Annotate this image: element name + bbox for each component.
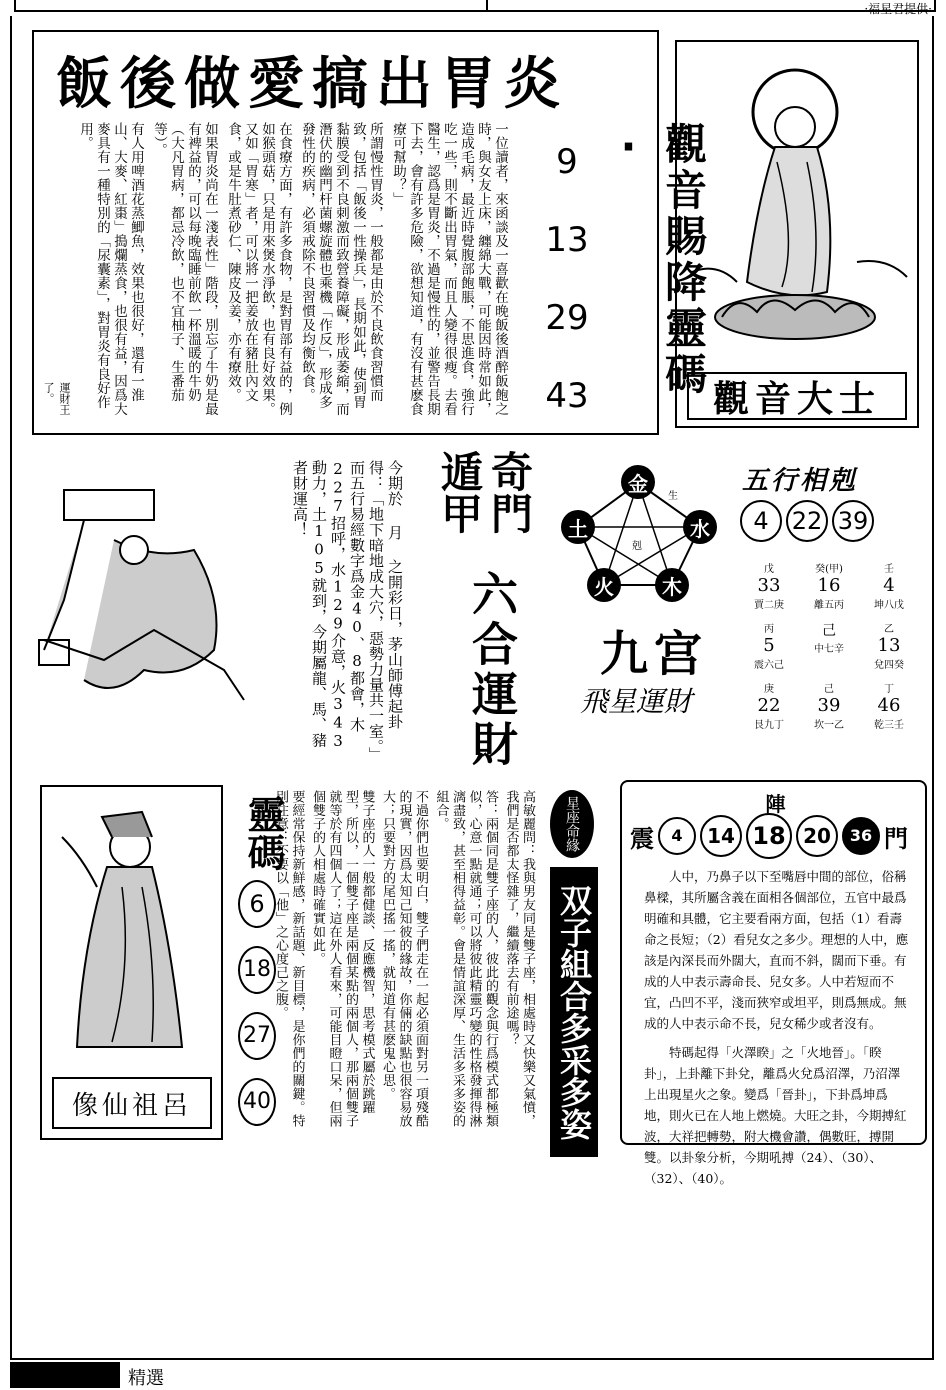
- element-tu: 土: [561, 510, 595, 544]
- grid-cell: 己 39 坎一乙: [814, 684, 844, 731]
- grid-cell: 己 中七辛: [814, 623, 844, 655]
- qimen-body: 今期於 月 之開彩日，茅山師傅起卦得：「地下暗地成大穴，惡勢力量共一室。」而五行易經數字爲金40、8都會，木227招呼，水129介意，火343動力，土105就到，今期屬龍、馬、豬者財運高！: [291, 460, 404, 755]
- lu-xian-caption: 呂祖仙像: [71, 1090, 192, 1121]
- sheng-label: 生: [668, 491, 678, 502]
- gemini-badge: 星座命緣: [550, 790, 594, 858]
- gua-char: 陣: [765, 792, 786, 816]
- ling-ma-number: 18: [238, 946, 276, 994]
- qimen-title-a: 奇門: [485, 450, 534, 534]
- article-paragraph: 有人用啤酒花蒸鯽魚，效果也很好，還有一淮山、大麥、紅棗」搗爛蒸食，也很有益，因爲大麥具有一種特別的「尿囊素」，對胃炎有良好作用。: [77, 122, 144, 416]
- grid-cell: 戊 33 賈二庚: [754, 564, 784, 611]
- code-number: 43: [545, 376, 589, 416]
- guanyin-caption: 觀音大士: [712, 378, 881, 420]
- qimen-title-b: 遁甲: [435, 450, 484, 534]
- grid-cell: 庚 22 艮九丁: [754, 684, 784, 731]
- article-paragraph: 一位讀者，來函談及一喜歡在晚飯後酒醉飯飽之時，與女友上床，纏綿大戰，可能因時常如此，造成毛病，最近時覺腹部飽脹，不思進食，強行吃一些，則不斷出胃氣，而且人變得很瘦。去看醫生，認爲是胃炎，不過是慢性的，並警告長期下去，會有許多危險，欲想知道，有沒有甚麽食療可幫助？」: [390, 122, 508, 416]
- article-paragraph: 所謂慢性胃炎，一般都是由於不良飲食習慣而致，包括「飯後一性操兵」，長期如此，使到胃黏膜受到不良刺激而致營養障礙，形成萎縮，而潛伏的幽門杆菌螺旋體也乘機「作反」，形成多發性的疾病，必須戒除不良習慣及均衡飲食。: [299, 122, 383, 416]
- gua-paragraph: 人中，乃鼻子以下至嘴唇中間的部位，俗稱鼻樑，其所屬含義在面相各個部位，五官中最爲明確和具體，它主要看兩方面，包括（1）看壽命之長短；（2）看兒女之多少。理想的人中，應該是內深長而外闊大，直而不斜，闊而下垂。有成的人中表示壽命長、兒女多。人中若短而不宜，凸凹不平，淺而狹窄或坦平，則爲無成。無成的人中表示命不長，兒女稀少或者沒有。: [644, 869, 909, 1031]
- footer-bar: [10, 1362, 936, 1388]
- article-byline: 運財王了。: [42, 382, 71, 415]
- gua-number: 14: [700, 815, 742, 857]
- article-title: 飯後做愛搞出胃炎: [56, 52, 568, 117]
- gemini-paragraph: 高敏麗問：我與男友同是雙子座，相處時又快樂又氣憤，我們是否都太怪雜了，繼續落去有前途嗎？: [503, 790, 535, 1128]
- gua-label-left: 震: [630, 824, 654, 853]
- footer-logo-block: [10, 1362, 120, 1388]
- gemini-title: 双子組合多采多姿: [550, 867, 598, 1157]
- jiugong-title: 九宫: [600, 626, 709, 682]
- grid-cell: 壬 4 坤八戊: [874, 564, 904, 611]
- xiangke-number: 39: [832, 500, 874, 542]
- guanyin-heading: 觀音賜降靈碼·: [604, 122, 708, 398]
- grid-cell: 丁 46 乾三壬: [874, 684, 904, 731]
- xiangke-number: 22: [786, 500, 828, 542]
- gemini-paragraph: 要經常保持新鮮感，新話題、新目標，是你們的關鍵。特別注意：不要以「他」之心度己之腹。: [273, 790, 305, 1128]
- xiangke-title: 五行相剋: [742, 466, 859, 496]
- xiangke-number: 4: [740, 500, 782, 542]
- code-number: 29: [545, 298, 589, 338]
- article-paragraph: 在食療方面，有許多食物，是對胃部有益的，例如猴頭菇，只是用來煲水淨飲，也有良好效果。又如「胃寒」者，可以將一把姜放在豬肚內文食，或是牛肚煮砂仁、陳皮及姜，亦有療效。: [225, 122, 292, 416]
- ling-ma-number: 27: [238, 1012, 276, 1060]
- element-jin: 金: [621, 465, 655, 499]
- footer-text: 精選: [128, 1368, 164, 1389]
- ling-ma-title: 靈碼: [241, 795, 285, 871]
- ling-ma-number: 40: [238, 1078, 276, 1126]
- gua-paragraph: 特碼起得「火澤睽」之「火地晉」。「睽卦」，上卦離下卦兌，離爲火兌爲沼澤，乃沼澤上出現星火之象。變爲「晉卦」，下卦爲坤爲地，則火已在人地上燃燒。大旺之卦，今期搏紅波，大祥把轉勢，附大機會讚，偶數旺，搏開雙。以卦象分析，今期吼搏（24）、（30）、（32）、（40）。: [644, 1045, 907, 1186]
- code-number: 9: [556, 142, 578, 182]
- gemini-paragraph: 不過你們也要明白，雙子們走在一起必須面對另一項殘酷的現實，因爲太知己知彼的緣故，你倆的缺點也很容易放大；只要對方的尾巴搖一搖，就知道有甚麽鬼心思。: [380, 790, 428, 1128]
- gua-number: 36: [842, 817, 880, 855]
- top-bar-left-border: [14, 0, 488, 12]
- grid-cell: 丙 5 震六己: [754, 624, 784, 671]
- code-number: 13: [545, 220, 589, 260]
- gua-number: 18: [746, 813, 792, 859]
- ke-label: 剋: [632, 541, 642, 552]
- grid-cell: 乙 13 兌四癸: [874, 624, 904, 671]
- gua-number: 4: [658, 817, 696, 855]
- gua-number: 20: [796, 815, 838, 857]
- ling-ma-number: 6: [238, 880, 276, 928]
- top-bar: [0, 0, 946, 14]
- element-shui: 水: [683, 510, 717, 544]
- credit-text: ·福星君提供·: [864, 2, 932, 16]
- element-mu: 木: [655, 568, 689, 602]
- gemini-paragraph: 答：兩個同是雙子座的人，彼此的觀念與行爲模式都極類似，心意一點就通；可以將彼此精靈巧變的性格發揮得淋漓盡致，甚至相得益彰。會是情誼深厚、生活多采多姿的組合。: [433, 790, 498, 1128]
- grid-cell: 癸(甲) 16 離五丙: [814, 564, 844, 611]
- jiugong-subtitle: 飛星運財: [580, 685, 693, 718]
- article-paragraph: 如果胃炎尚在一淺表性」階段，別忘了牛奶是最有裨益的，可以每晚臨睡前飲一杯溫暖的牛奶（大凡胃病，都忌冷飲，也不宜柚子、生番茄等）。: [151, 122, 218, 416]
- gemini-paragraph: 雙子座的人一般都健談、反應機智，思考模式屬於跳躍型，所以，一個雙子座是兩個某點的兩個人，那兩個雙子就等於有四個人了；這在外人看來，可能目瞪口呆，但兩個雙子的人相處時確實如此。: [310, 790, 375, 1128]
- gua-label-right: 門: [884, 824, 908, 853]
- qimen-subtitle: 六合運財: [465, 570, 519, 770]
- page-border: [10, 16, 934, 1360]
- element-huo: 火: [587, 568, 621, 602]
